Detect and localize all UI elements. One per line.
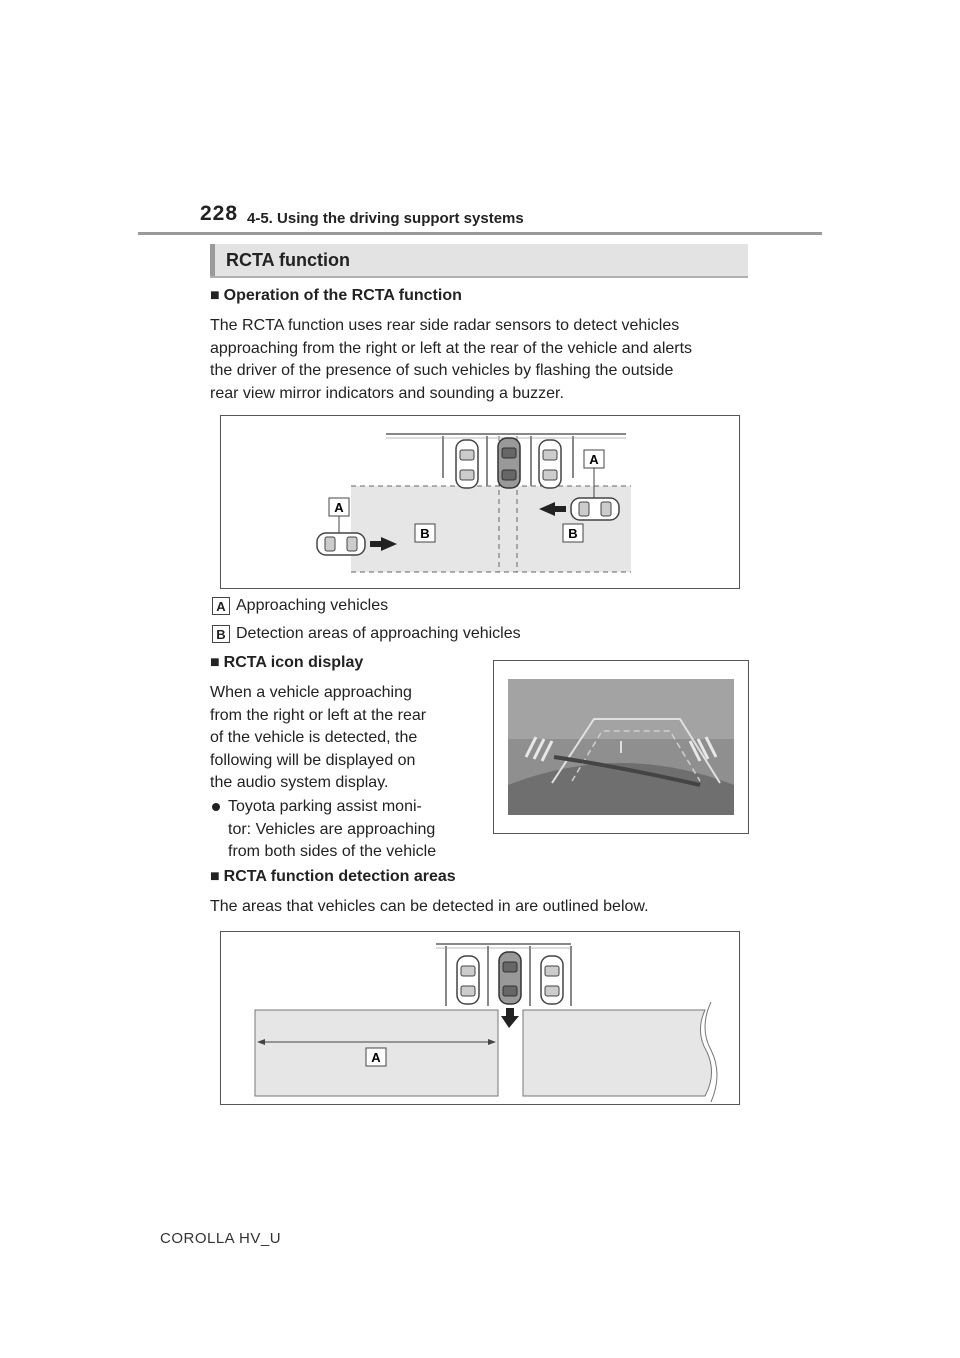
icon-display-line-2: from the right or left at the rear — [210, 706, 427, 724]
legend-key-a: A — [212, 597, 230, 615]
approaching-car-right-icon — [571, 498, 619, 520]
square-bullet-icon: ■ — [210, 287, 220, 304]
operation-line-1: The RCTA function uses rear side radar sensors to detect vehicles — [210, 317, 680, 334]
label-b-left-text: B — [420, 526, 430, 541]
parked-car-right-icon — [539, 440, 561, 488]
operation-heading-text: Operation of the RCTA function — [223, 287, 462, 304]
operation-line-2: approaching from the right or left at the rear of the vehicle and alerts — [210, 339, 693, 357]
footer-model: COROLLA HV_U — [160, 1230, 282, 1247]
rcta-approach-diagram — [221, 416, 739, 588]
operation-paragraph — [210, 315, 750, 405]
legend-item-b — [212, 625, 521, 643]
rear-camera-display — [494, 661, 748, 833]
legend-item-a — [212, 597, 388, 615]
icon-display-line-5: the audio system display. — [210, 774, 389, 791]
own-vehicle-icon — [498, 438, 520, 488]
detection-area-diagram — [221, 932, 739, 1104]
icon-display-line-4: following will be displayed on — [210, 751, 416, 769]
legend-key-b: B — [212, 625, 230, 643]
label-a-text: A — [371, 1050, 381, 1065]
detection-areas-heading-text: RCTA function detection areas — [223, 868, 456, 885]
icon-display-heading-text: RCTA icon display — [223, 654, 364, 671]
approaching-car-left-icon — [317, 533, 365, 555]
page-number: 228 — [200, 202, 239, 225]
operation-heading — [210, 287, 462, 305]
parked-car-left-icon — [457, 956, 479, 1004]
rear-camera-display-figure — [493, 660, 749, 834]
legend-text-b: Detection areas of approaching vehicles — [236, 625, 521, 643]
bullet-line-1: Toyota parking assist moni- — [228, 798, 422, 815]
section-title: RCTA function — [226, 250, 350, 270]
parked-car-left-icon — [456, 440, 478, 488]
detection-area-right — [523, 1010, 712, 1096]
square-bullet-icon: ■ — [210, 654, 220, 671]
bullet-line-3: from both sides of the vehicle — [228, 843, 437, 860]
rcta-approach-figure — [220, 415, 740, 589]
arrow-down-icon — [501, 1008, 519, 1028]
label-a-right-text: A — [589, 452, 599, 467]
operation-line-4: rear view mirror indicators and sounding a buzzer. — [210, 384, 564, 402]
parked-car-right-icon — [541, 956, 563, 1004]
bullet-line-2: tor: Vehicles are approaching — [228, 820, 436, 838]
square-bullet-icon: ■ — [210, 868, 220, 885]
section-title-band — [210, 244, 748, 278]
operation-line-3: the driver of the presence of such vehicles by flashing the outside — [210, 362, 674, 379]
section-band-accent — [210, 244, 215, 276]
header-rule — [138, 232, 822, 235]
detection-areas-heading — [210, 868, 456, 886]
bullet-dot-icon — [212, 803, 220, 811]
section-reference: 4-5. Using the driving support systems — [247, 210, 524, 227]
label-a-left-text: A — [334, 500, 344, 515]
detection-area-figure — [220, 931, 740, 1105]
icon-display-line-1: When a vehicle approaching — [210, 684, 412, 701]
icon-display-paragraph — [210, 682, 480, 795]
icon-display-line-3: of the vehicle is detected, the — [210, 729, 418, 746]
legend-text-a: Approaching vehicles — [236, 597, 389, 615]
own-vehicle-icon — [499, 952, 521, 1004]
detection-areas-text: The areas that vehicles can be detected in are outlined below. — [210, 898, 649, 915]
icon-display-bullet — [212, 796, 482, 864]
icon-display-heading — [210, 654, 363, 672]
label-b-right-text: B — [568, 526, 578, 541]
